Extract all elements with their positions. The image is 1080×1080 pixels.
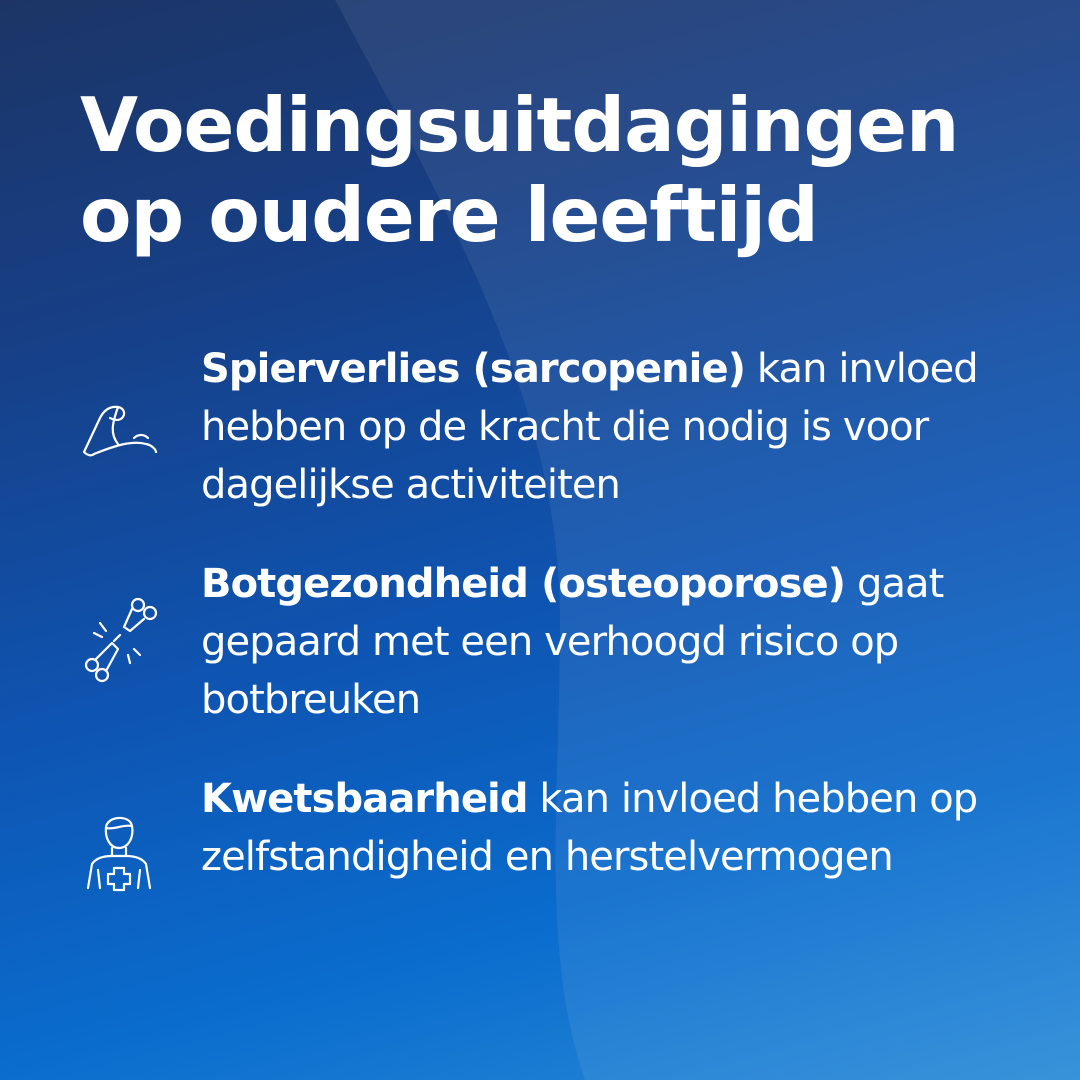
muscle-loss-description: kan invloed hebben op de kracht die nodig is voor dagelijkse activiteiten [201,346,978,508]
bone-health-heading: Botgezondheid (osteoporose) [201,561,846,607]
muscle-loss-text [201,340,1021,514]
title-line-1: Voedingsuitdagingen [80,81,959,169]
frailty-text [201,770,1021,886]
bone-health-description: gaat gepaard met een verhoogd risico op botbreuken [201,561,944,723]
page-title [80,80,1040,260]
frailty-description: kan invloed hebben op zelfstandigheid en herstelvermogen [201,776,978,880]
title-line-2: op oudere leeftijd [80,171,818,259]
muscle-loss-heading: Spierverlies (sarcopenie) [201,346,746,392]
bone-health-text [201,555,1021,729]
frailty-heading: Kwetsbaarheid [201,776,528,822]
broken-bone-icon [74,593,166,685]
person-with-medical-cross-icon [74,808,166,900]
flexed-arm-muscle-icon [74,378,166,470]
